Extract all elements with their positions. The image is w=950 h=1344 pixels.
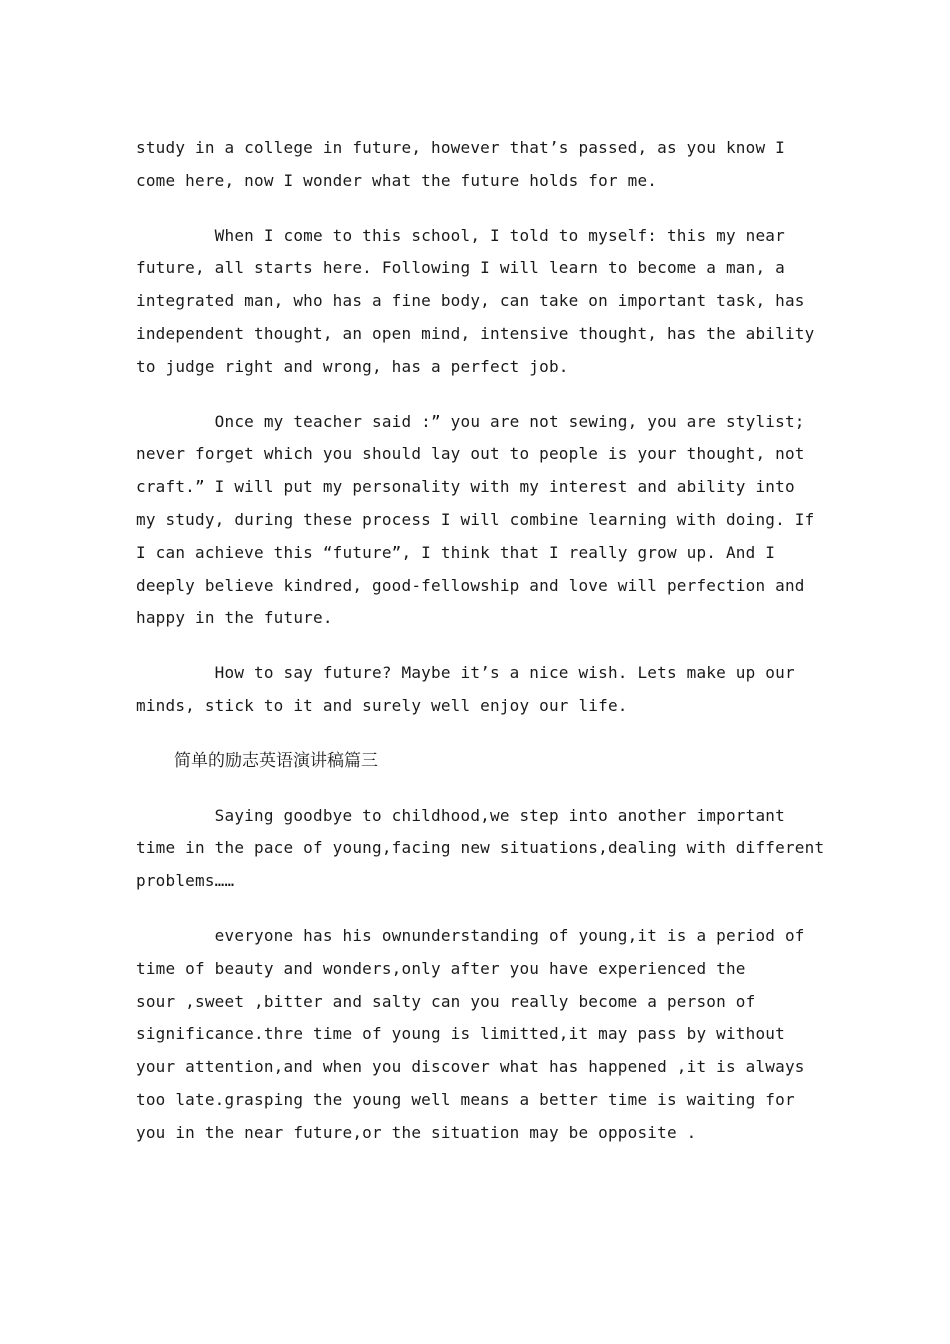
text-line: integrated man, who has a fine body, can take on important task, has	[136, 291, 805, 311]
text-line: your attention,and when you discover what has happened ,it is always	[136, 1057, 805, 1077]
text-line: never forget which you should lay out to people is your thought, not	[136, 444, 805, 464]
text-line: come here, now I wonder what the future holds for me.	[136, 170, 658, 190]
text-line: minds, stick to it and surely well enjoy our life.	[136, 695, 628, 715]
text-line: future, all starts here. Following I will learn to become a man, a	[136, 258, 785, 278]
text-line: sour ,sweet ,bitter and salty can you really become a person of	[136, 991, 756, 1011]
text-line: my study, during these process I will combine learning with doing. If	[136, 509, 815, 529]
paragraph-2	[136, 220, 816, 384]
text-line: deeply believe kindred, good-fellowship and love will perfection and	[136, 575, 805, 595]
text-line: craft.” I will put my personality with my interest and ability into	[136, 477, 795, 497]
text-line: everyone has his ownunderstanding of young,it is a period of	[136, 925, 805, 945]
text-line: problems……	[136, 871, 235, 891]
text-line: too late.grasping the young well means a better time is waiting for	[136, 1089, 795, 1109]
text-line: significance.thre time of young is limitted,it may pass by without	[136, 1024, 785, 1044]
text-line: time in the pace of young,facing new situations,dealing with different	[136, 838, 825, 858]
paragraph-3	[136, 406, 816, 636]
text-line: Once my teacher said :” you are not sewing, you are stylist;	[136, 411, 805, 431]
paragraph-1	[136, 132, 816, 198]
text-line: study in a college in future, however that’s passed, as you know I	[136, 138, 785, 157]
paragraph-4	[136, 657, 816, 723]
text-line: to judge right and wrong, has a perfect job.	[136, 356, 569, 376]
text-line: How to say future? Maybe it’s a nice wish. Lets make up our	[136, 663, 795, 683]
text-line: time of beauty and wonders,only after you have experienced the	[136, 958, 746, 978]
paragraph-6	[136, 920, 816, 1150]
text-line: happy in the future.	[136, 608, 333, 628]
section-heading: 简单的励志英语演讲稿篇三	[174, 750, 378, 771]
text-line: you in the near future,or the situation may be opposite .	[136, 1122, 697, 1142]
text-line: Saying goodbye to childhood,we step into another important	[136, 805, 785, 825]
paragraph-5	[136, 800, 825, 898]
document-body	[136, 132, 825, 1172]
text-line: independent thought, an open mind, intensive thought, has the ability	[136, 323, 815, 343]
text-line: When I come to this school, I told to myself: this my near	[136, 225, 785, 245]
text-line: I can achieve this “future”, I think that I really grow up. And I	[136, 542, 776, 562]
